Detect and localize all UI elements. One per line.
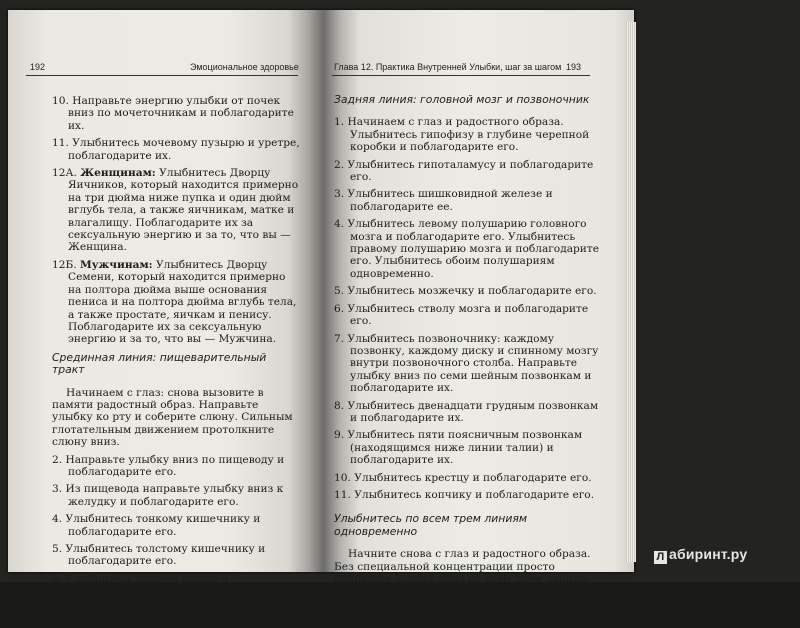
item-text: Улыбнитесь толстому кишечнику и поблагодарите его. [65,543,266,568]
item-number: 12А. [52,167,77,180]
list-item [334,333,602,395]
item-text: Улыбнитесь Дворцу Семени, который находится примерно на полтора дюйма выше основания пениса и на полтора дюйма вглубь тела, а также простате, яичкам и пенису. Поблагодарите их за сексуальную энергию и за то, что вы — Мужчина. [68,258,297,346]
item-label: Женщинам: [80,167,156,180]
right-header-rule [332,75,590,76]
list-item [334,472,602,484]
item-number: 6. [334,302,345,315]
item-number: 10. [52,95,69,107]
section-intro: Начинаем с глаз: снова вызовите в памяти радостный образ. Направьте улыбку ко рту и соберите слюну. Сильным глотательным движением протолкните слюну вниз. [52,386,293,449]
list-item [52,483,302,508]
item-text: Улыбнитесь гипоталамусу и поблагодарите его. [347,158,594,184]
item-text: Улыбнитесь мозжечку и поблагодарите его. [347,285,597,298]
item-number: 5. [52,543,63,555]
list-item [334,218,602,280]
list-item [52,513,302,538]
item-number: 11. [52,137,69,150]
left-page-number: 192 [30,62,46,72]
item-number: 4. [52,513,63,526]
item-number: 4. [334,218,345,231]
item-number: 1. [334,116,345,129]
item-text: Улыбнитесь Дворцу Яичников, который находится примерно на три дюйма ниже пупка и один дюйм вглубь тела, а также яичникам, матке и влагалищу. Поблагодарите их за сексуальную энергию и за то, что вы — Женщина. [68,167,299,254]
item-number: 3. [52,483,63,496]
watermark-text: абиринт.ру [669,546,748,562]
list-item [334,116,602,153]
item-number: 11. [334,488,351,501]
item-text: Направьте энергию улыбки от почек вниз по мочеточникам и поблагодарите их. [68,95,294,132]
list-item [52,167,302,254]
left-header-rule [26,75,298,76]
item-text: Улыбнитесь прямой кишке и поблагодарите ее. [65,572,229,598]
page-edges [626,22,636,562]
item-number: 12Б. [52,258,77,271]
item-text: Направьте улыбку вниз по пищеводу и поблагодарите его. [65,453,285,478]
labirint-watermark [654,546,747,564]
item-number: 8. [334,399,345,412]
right-page-number: 193 [566,62,582,72]
list-item [52,543,302,568]
item-text: Улыбнитесь позвоночнику: каждому позвонку, каждому диску и спинному мозгу внутри позвоночного столба. Направьте улыбку вниз по семи шейным позвонкам и поблагодарите их. [347,332,599,395]
item-text: Улыбнитесь тонкому кишечнику и поблагодарите его. [65,513,261,538]
item-number: 6. [52,572,63,585]
item-text: Улыбнитесь стволу мозга и поблагодарите его. [347,302,589,328]
item-label: Мужчинам: [80,258,153,271]
item-number: 5. [334,285,345,298]
list-item [52,454,302,479]
item-number: 9. [334,429,345,442]
list-item [52,573,302,598]
list-item [334,303,602,328]
right-running-head: Глава 12. Практика Внутренней Улыбки, шаг за шагом [334,62,562,72]
list-item [334,159,602,184]
list-item [334,429,602,466]
left-page-body [52,95,302,603]
item-text: Начинаем с глаз и радостного образа. Улыбнитесь гипофизу в глубине черепной коробки и поблагодарите его. [347,116,590,154]
section-title-middle-line: Срединная линия: пищеварительный тракт [52,350,267,377]
list-item [334,285,602,297]
list-item [334,400,602,425]
section-title-all-lines: Улыбнитесь по всем трем линиям одновременно [334,512,528,538]
section-title-back-line: Задняя линия: головной мозг и позвоночник [334,93,590,106]
list-item [52,95,302,132]
labirint-logo-icon: Л [654,551,667,564]
list-item [52,137,302,162]
item-text: Улыбнитесь шишковидной железе и поблагодарите ее. [347,188,553,213]
right-page-body [334,88,602,628]
left-running-head: Эмоциональное здоровье [190,62,299,72]
item-number: 10. [334,471,351,484]
item-number: 2. [52,453,63,466]
item-number: 3. [334,188,345,201]
list-item [52,259,302,346]
section-all-lines-text: Начните снова с глаз и радостного образа. Без специальной концентрации просто направьте улыбку вниз по всем трем линиям одновременно. После этого улыбнитесь своим рукам, ногам, зубам, ногтям, всем кожным покровам и всему волосяному покрову. [334,548,596,623]
item-number: 7. [334,332,345,345]
item-text: Улыбнитесь мочевому пузырю и уретре, поблагодарите их. [68,137,300,162]
item-text: Улыбнитесь двенадцати грудным позвонкам и поблагодарите их. [347,399,599,424]
list-item [334,489,602,501]
item-text: Улыбнитесь левому полушарию головного мозга и поблагодарите его. Улыбнитесь правому полушарию мозга и поблагодарите его. Улыбнитесь обоим полушариям одновременно. [347,218,599,280]
item-text: Улыбнитесь копчику и поблагодарите его. [354,488,595,501]
item-text: Улыбнитесь крестцу и поблагодарите его. [354,471,592,484]
item-number: 2. [334,158,345,171]
item-text: Из пищевода направьте улыбку вниз к желудку и поблагодарите его. [65,483,284,508]
item-text: Улыбнитесь пяти поясничным позвонкам (находящимся ниже линии талии) и поблагодарите их. [347,429,583,467]
list-item [334,188,602,213]
